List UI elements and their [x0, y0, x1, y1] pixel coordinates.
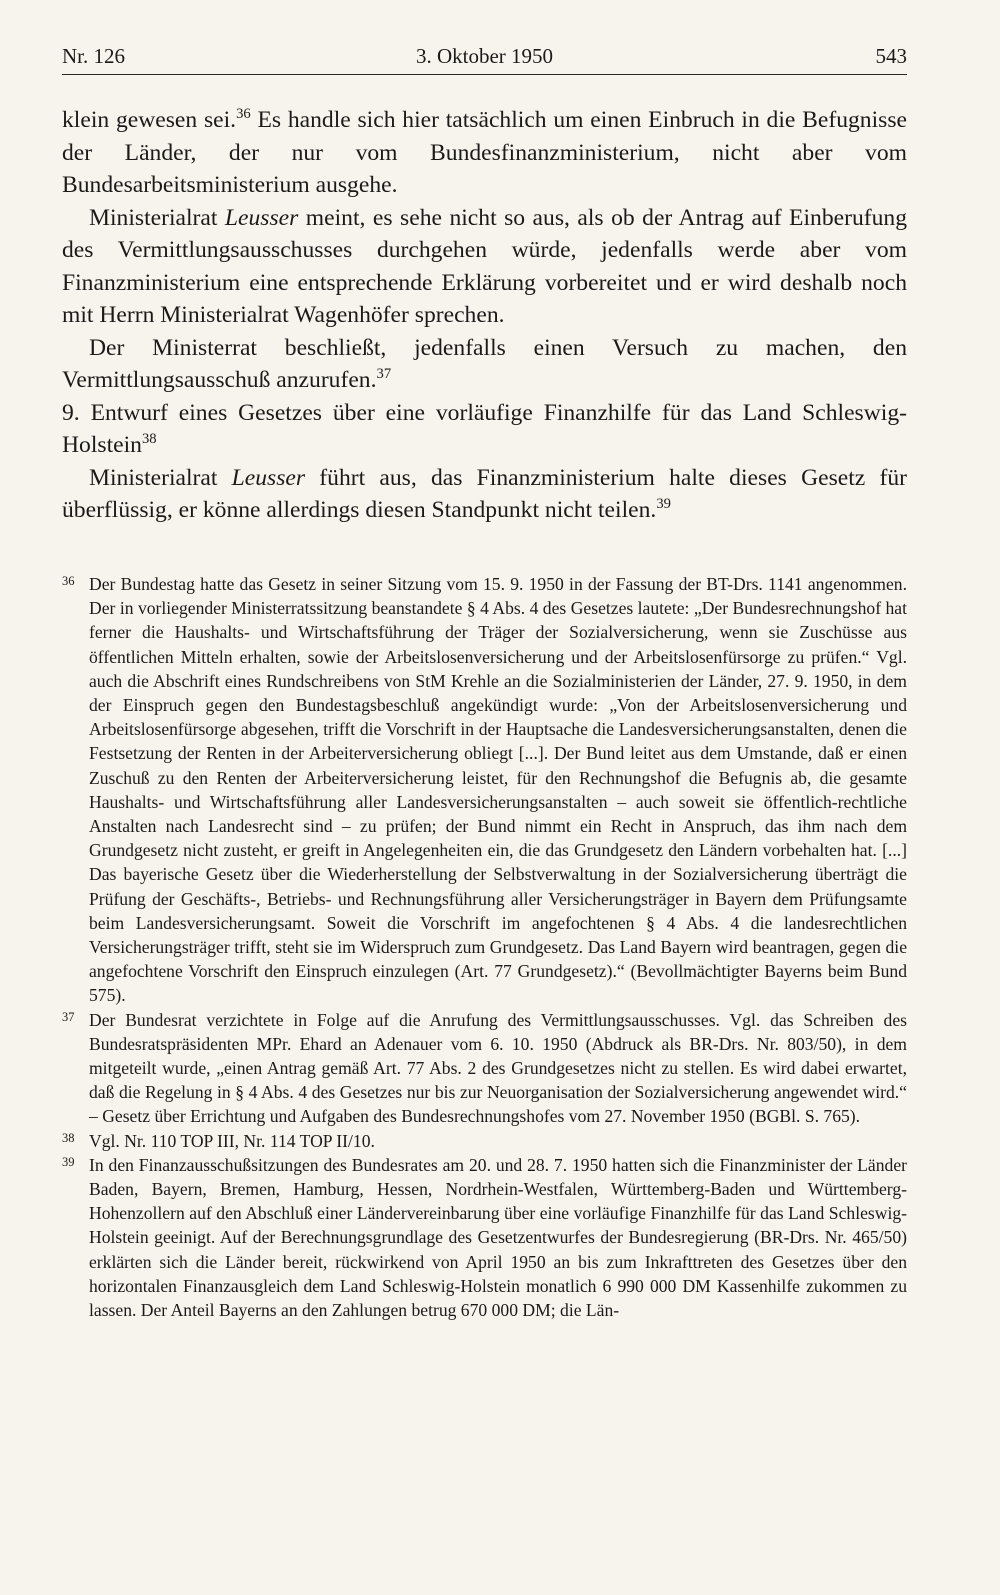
- footnote-text: Der Bundesrat verzichtete in Folge auf die Anrufung des Vermittlungsausschusses. Vgl. das Schreiben des Bundesratspräsidenten MPr. Ehard an Adenauer vom 6. 10. 1950 (Abdruck als BR-Drs. Nr. 803/50), in dem mitgeteilt wurde, „einen Antrag gemäß Art. 77 Abs. 2 des Grundgesetzes nicht zu stellen. Es wird dabei erwartet, daß die Regelung in § 4 Abs. 4 des Gesetzes nur bis zur Neuorganisation der Sozialversicherung angewendet wird.“ – Gesetz über Errichtung und Aufgaben des Bundesrechnungshofes vom 27. November 1950 (BGBl. S. 765).: [89, 1009, 907, 1127]
- paragraph: Ministerialrat Leusser meint, es sehe nicht so aus, als ob der Antrag auf Einberufung des Vermittlungsausschusses durchgehen würde, jedenfalls werde aber vom Finanzministerium eine entsprechende Erklärung vorbereitet und er wird deshalb noch mit Herrn Ministerialrat Wagenhöfer sprechen.: [62, 204, 907, 328]
- agenda-item-heading: 9. Entwurf eines Gesetzes über eine vorläufige Finanzhilfe für das Land Schleswig-Holstein$^{38}$: [62, 399, 907, 458]
- footnote-text: Vgl. Nr. 110 TOP III, Nr. 114 TOP II/10.: [89, 1130, 375, 1151]
- paragraph: klein gewesen sei.$^{36}$ Es handle sich hier tatsächlich um einen Einbruch in die Befugnisse der Länder, der nur vom Bundesfinanzministerium, nicht aber vom Bundesarbeitsministerium ausgehe.: [62, 106, 907, 198]
- footnote-text: In den Finanzausschußsitzungen des Bundesrates am 20. und 28. 7. 1950 hatten sich die Finanzminister der Länder Baden, Bayern, Bremen, Hamburg, Hessen, Nordrhein-Westfalen, Württemberg-Baden und Württemberg-Hohenzollern auf den Abschluß einer Ländervereinbarung über eine vorläufige Finanzhilfe für das Land Schleswig-Holstein geeinigt. Auf der Berechnungsgrundlage des Gesetzentwurfes der Bundesregierung (BR-Drs. Nr. 465/50) erklärten sich die Länder bereit, rückwirkend von April 1950 an bis zum Inkrafttreten des Gesetzes über den horizontalen Finanzausgleich dem Land Schleswig-Holstein monatlich 6 990 000 DM Kassenhilfe zukommen zu lassen. Der Anteil Bayerns an den Zahlungen betrug 670 000 DM; die Län-: [89, 1154, 907, 1321]
- footnotes: [62, 572, 907, 1322]
- footnote-ref[interactable]: 38: [141, 431, 157, 448]
- session-date: 3. Oktober 1950: [415, 44, 554, 68]
- page-number: 543: [875, 44, 907, 68]
- speaker-name: Leusser: [224, 204, 299, 231]
- running-header: [62, 44, 907, 75]
- footnote-number: 39: [62, 1154, 75, 1169]
- footnote-ref[interactable]: 39: [656, 496, 671, 513]
- footnote-ref[interactable]: 37: [376, 366, 392, 383]
- document-number: Nr. 126: [62, 44, 125, 68]
- paragraph: Ministerialrat Leusser führt aus, das Finanzministerium halte dieses Gesetz für überflüssig, er könne allerdings diesen Standpunkt nicht teilen.$^{39}$: [62, 464, 907, 523]
- paragraph: Der Ministerrat beschließt, jedenfalls einen Versuch zu machen, den Vermittlungsausschuß anzurufen.$^{37}$: [62, 334, 907, 393]
- footnote-number: 38: [62, 1130, 75, 1145]
- footnote-ref[interactable]: 36: [236, 106, 251, 123]
- footnote: [62, 1008, 907, 1129]
- footnote-number: 36: [62, 574, 75, 588]
- footnote: [62, 1129, 907, 1153]
- footnote: [62, 1153, 907, 1322]
- footnote-number: 37: [62, 1009, 75, 1024]
- footnote-text: Der Bundestag hatte das Gesetz in seiner Sitzung vom 15. 9. 1950 in der Fassung der BT-Drs. 1141 angenommen. Der in vorliegender Ministerratssitzung beanstandete § 4 Abs. 4 des Gesetzes lautete: „Der Bundesrechnungshof hat ferner die Haushalts- und Wirtschaftsführung der Träger der Sozialversicherung, wenn sie Zuschüsse aus öffentlichen Mitteln erhalten, sowie der Arbeitslosenversicherung und der Arbeitslosenfürsorge zu prüfen.“ Vgl. auch die Abschrift eines Rundschreibens von StM Krehle an die Sozialministerien der Länder, 27. 9. 1950, in dem der Einspruch gegen den Bundestagsbeschluß angekündigt wurde: „Von der Arbeitslosenversicherung und Arbeitslosenfürsorge abgesehen, trifft die Vorschrift in der Hauptsache die Landesversicherungsanstalten, denen die Festsetzung der Renten in der Arbeiterversicherung obliegt [...]. Der Bund leitet aus dem Umstande, daß er einen Zuschuß zu den Renten der Arbeiterversicherung leistet, für den Rechnungshof die Befugnis ab, die gesamte Haushalts- und Wirtschaftsführung aller Landesversicherungsanstalten – auch soweit sie öffentlich-rechtliche Anstalten nach Landesrecht sind – zu prüfen; der Bund nimmt ein Recht in Anspruch, das ihm nach dem Grundgesetz nicht zusteht, er greift in Angelegenheiten ein, die das Grundgesetz den Ländern vorbehalten hat. [...] Das bayerische Gesetz über die Wiederherstellung der Selbstverwaltung in der Sozialversicherung überträgt die Prüfung der Geschäfts-, Betriebs- und Rechnungsführung aller Versicherungsträger in Bayern dem Prüfungsamte beim Landesversicherungsamt. Soweit die Vorschrift im angefochtenen § 4 Abs. 4 die landesrechtlichen Versicherungsträger trifft, steht sie im Widerspruch zum Grundgesetz. Das Land Bayern wird beantragen, gegen die angefochtene Vorschrift den Einspruch einzulegen (Art. 77 Grundgesetz).“ (Bevollmächtigter Bayerns beim Bund 575).: [89, 574, 907, 1006]
- footnote: [62, 572, 907, 1008]
- speaker-name: Leusser: [231, 464, 306, 491]
- main-text: [62, 104, 907, 527]
